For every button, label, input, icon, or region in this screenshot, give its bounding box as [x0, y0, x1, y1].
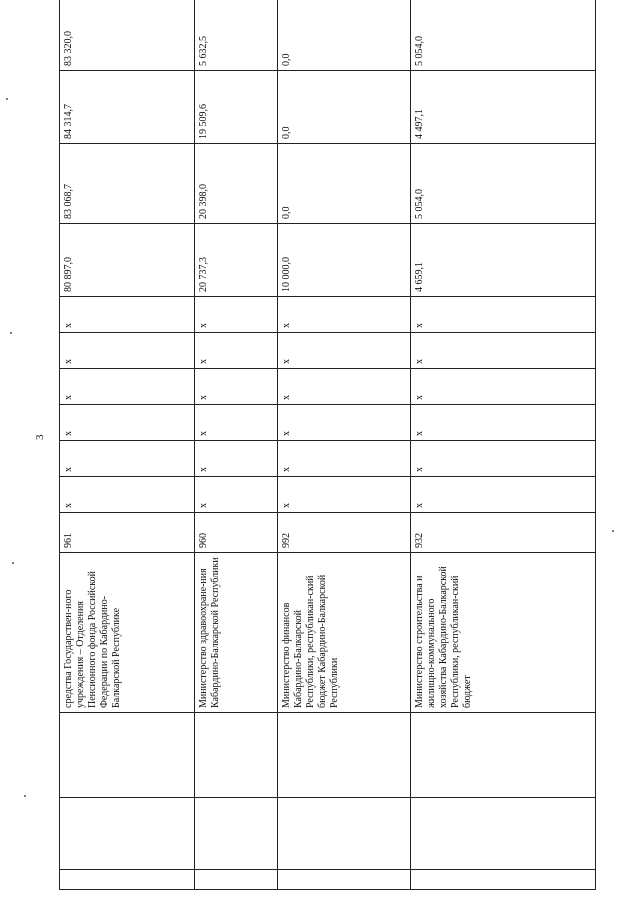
- table-cell: [411, 713, 596, 798]
- code-cell: 932: [411, 513, 596, 553]
- value-cell: 5 632,5: [195, 0, 278, 71]
- code-cell: 992: [278, 513, 411, 553]
- mark-cell: x: [195, 369, 278, 405]
- budget-table: [59, 0, 596, 890]
- value-cell: 0,0: [278, 71, 411, 144]
- value-cell: 20 398,0: [195, 144, 278, 224]
- org-cell: Министерство финансов Кабардино-Балкарской Республики, республикан-ский бюджет Кабардино-Балкарской Республики: [278, 553, 411, 713]
- mark-cell: x: [195, 333, 278, 369]
- scan-speck: [612, 530, 614, 532]
- mark-cell: x: [60, 333, 195, 369]
- table-row: [411, 0, 596, 890]
- scan-speck: [10, 332, 12, 334]
- scan-speck: [24, 795, 26, 797]
- table-row: [278, 0, 411, 890]
- value-cell: 5 054,0: [411, 0, 596, 71]
- table-cell: [60, 713, 195, 798]
- mark-cell: x: [60, 297, 195, 333]
- mark-cell: x: [278, 369, 411, 405]
- mark-cell: x: [60, 441, 195, 477]
- table-row: [60, 0, 195, 890]
- table-cell: [278, 870, 411, 890]
- mark-cell: x: [278, 441, 411, 477]
- mark-cell: x: [278, 297, 411, 333]
- table-cell: [60, 870, 195, 890]
- mark-cell: x: [411, 369, 596, 405]
- value-cell: 19 509,6: [195, 71, 278, 144]
- mark-cell: x: [60, 369, 195, 405]
- mark-cell: x: [278, 477, 411, 513]
- mark-cell: x: [195, 405, 278, 441]
- code-cell: 960: [195, 513, 278, 553]
- table-cell: [195, 798, 278, 870]
- code-cell: 961: [60, 513, 195, 553]
- org-cell: средства Государствен-ного учреждения – Отделения Пенсионного фонда Российской Федерации по Кабардино-Балкарской Республике: [60, 553, 195, 713]
- mark-cell: x: [411, 441, 596, 477]
- table-cell: [278, 713, 411, 798]
- value-cell: 0,0: [278, 144, 411, 224]
- mark-cell: x: [195, 477, 278, 513]
- mark-cell: x: [411, 477, 596, 513]
- value-cell: 20 737,3: [195, 224, 278, 297]
- value-cell: 10 000,0: [278, 224, 411, 297]
- mark-cell: x: [278, 333, 411, 369]
- scan-speck: [6, 98, 8, 100]
- mark-cell: x: [195, 297, 278, 333]
- mark-cell: x: [411, 333, 596, 369]
- mark-cell: x: [278, 405, 411, 441]
- org-cell: Министерство строительства и жилищно-коммунального хозяйства Кабардино-Балкарской Республики, республикан-ский бюджет: [411, 553, 596, 713]
- mark-cell: x: [195, 441, 278, 477]
- mark-cell: x: [411, 405, 596, 441]
- rotated-page: [59, 0, 595, 890]
- table-cell: [411, 798, 596, 870]
- value-cell: 83 068,7: [60, 144, 195, 224]
- table-cell: [195, 713, 278, 798]
- table-cell: [411, 870, 596, 890]
- org-cell: Министерство здравоохране-ния Кабардино-Балкарской Республики: [195, 553, 278, 713]
- table-row: [195, 0, 278, 890]
- value-cell: 5 054,0: [411, 144, 596, 224]
- mark-cell: x: [411, 297, 596, 333]
- table-cell: [195, 870, 278, 890]
- value-cell: 83 320,0: [60, 0, 195, 71]
- mark-cell: x: [60, 405, 195, 441]
- value-cell: 80 897,0: [60, 224, 195, 297]
- value-cell: 84 314,7: [60, 71, 195, 144]
- table-cell: [60, 798, 195, 870]
- page-number: 3: [34, 434, 46, 440]
- value-cell: 0,0: [278, 0, 411, 71]
- table-cell: [278, 798, 411, 870]
- mark-cell: x: [60, 477, 195, 513]
- value-cell: 4 659,1: [411, 224, 596, 297]
- scan-speck: [12, 562, 14, 564]
- value-cell: 4 497,1: [411, 71, 596, 144]
